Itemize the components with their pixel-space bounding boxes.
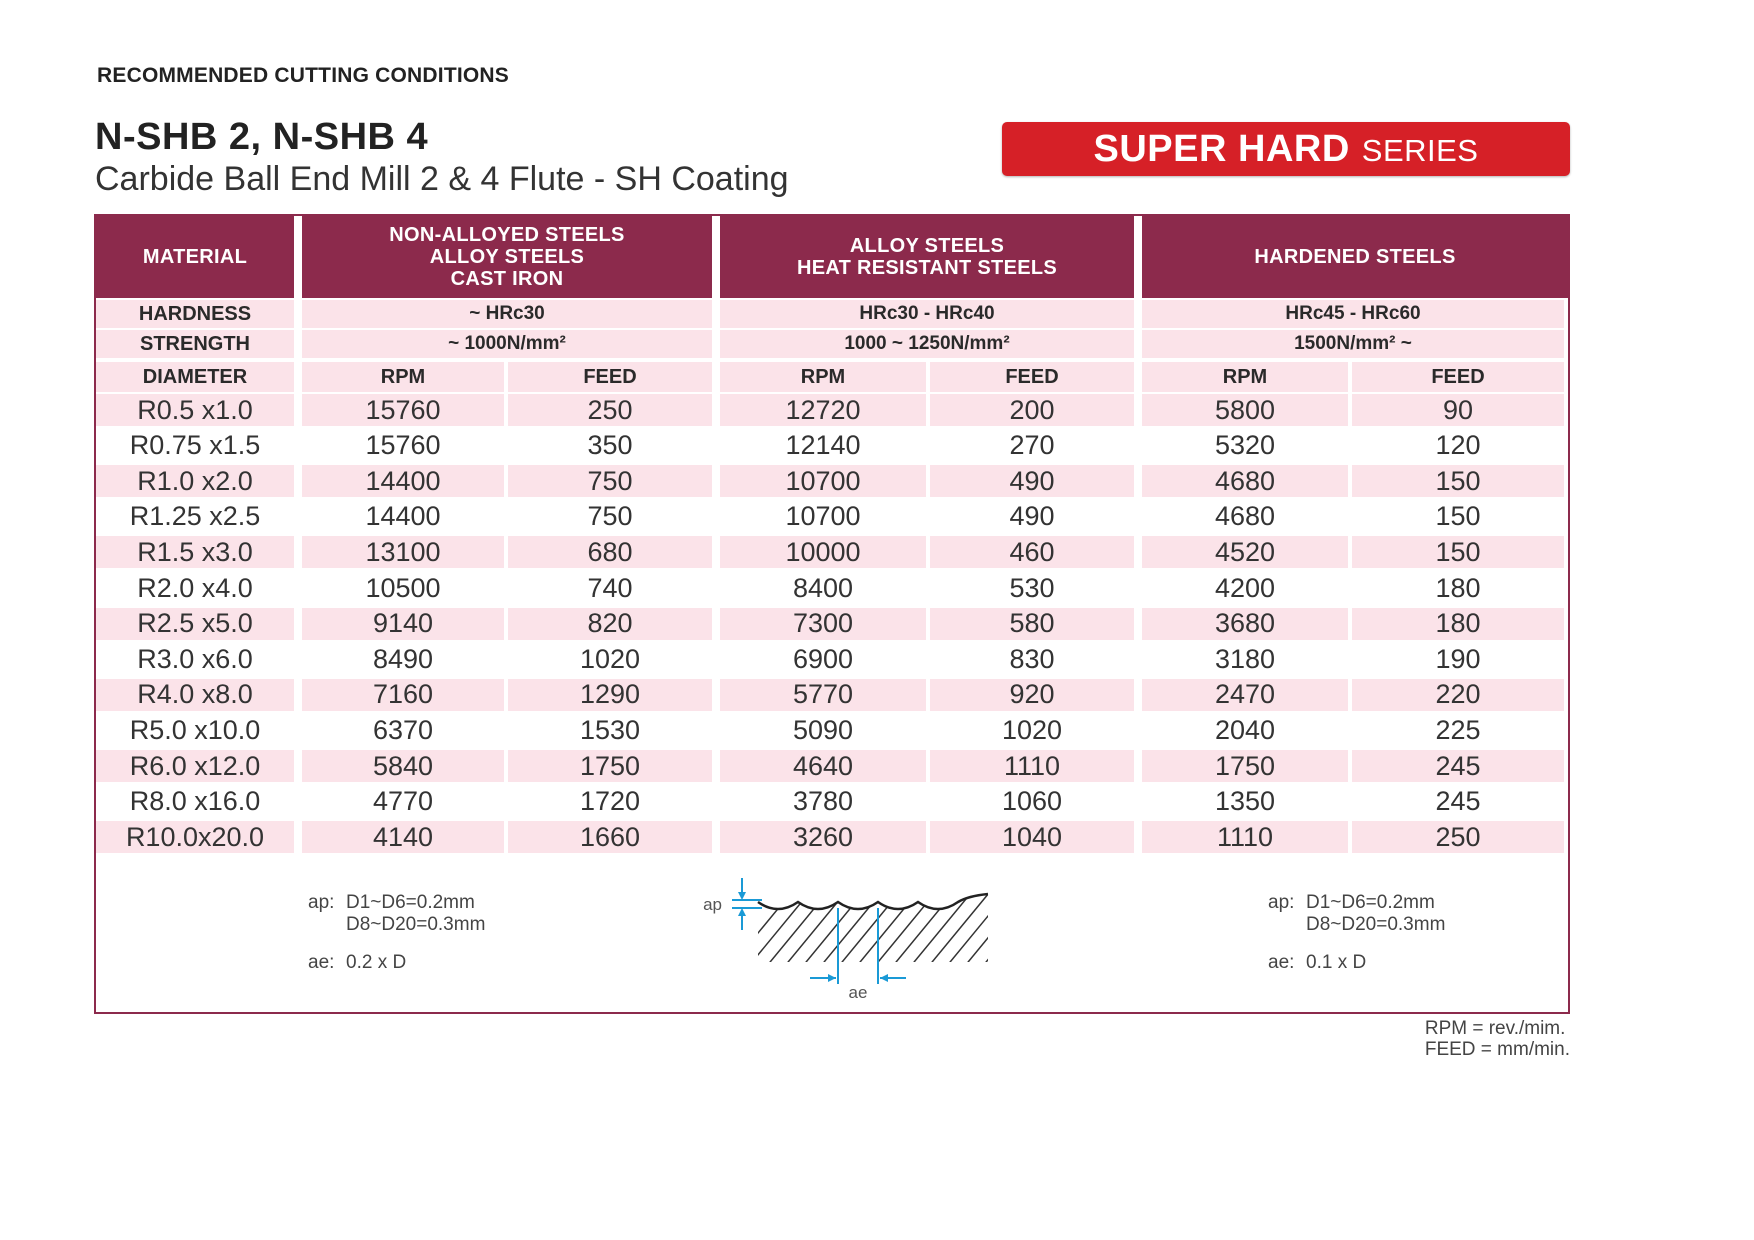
group-1-line-2: ALLOY STEELS bbox=[429, 246, 585, 268]
diameter-cell: R1.5 x3.0 bbox=[96, 536, 294, 568]
group-1-rpm-cell: 6370 bbox=[372, 714, 434, 745]
group-2-rpm-cell: 10000 bbox=[720, 536, 926, 568]
left-ap-line-2: D8~D20=0.3mm bbox=[346, 914, 486, 935]
group-3-feed-cell: 180 bbox=[1352, 608, 1564, 640]
group-1-feed-cell: 1020 bbox=[579, 643, 641, 674]
group-2-feed-cell: 830 bbox=[1009, 643, 1055, 674]
rpm-label-1: RPM bbox=[302, 362, 504, 392]
ap-arrowhead-up bbox=[738, 908, 746, 916]
hardness-label: HARDNESS bbox=[96, 300, 294, 328]
ae-arrowhead-right bbox=[880, 974, 888, 982]
rpm-label-2: RPM bbox=[720, 362, 926, 392]
group-3-rpm-cell: 2040 bbox=[1214, 714, 1276, 745]
group-3-feed-cell: 245 bbox=[1435, 786, 1481, 817]
left-ap-line-1: D1~D6=0.2mm bbox=[346, 892, 475, 913]
group-2-feed-cell: 200 bbox=[930, 394, 1134, 426]
group-3-rpm-cell: 4680 bbox=[1214, 501, 1276, 532]
group-2-strength: 1000 ~ 1250N/mm² bbox=[720, 330, 1134, 358]
product-title: N-SHB 2, N-SHB 4 bbox=[95, 116, 429, 158]
group-3-rpm-cell: 5800 bbox=[1142, 394, 1348, 426]
group-1-feed-cell: 1720 bbox=[579, 786, 641, 817]
diameter-label: DIAMETER bbox=[96, 362, 294, 392]
group-1-rpm-cell: 8490 bbox=[372, 643, 434, 674]
group-2-feed-cell: 270 bbox=[1009, 430, 1055, 461]
group-3-feed-cell: 190 bbox=[1435, 643, 1481, 674]
series-badge bbox=[1002, 122, 1570, 176]
diagram-ap-label: ap bbox=[703, 895, 722, 914]
left-ae-key: ae: bbox=[308, 952, 335, 973]
group-2-rpm-cell: 7300 bbox=[720, 608, 926, 640]
diameter-cell: R0.75 x1.5 bbox=[129, 430, 261, 461]
group-2-feed-cell: 490 bbox=[930, 465, 1134, 497]
group-2-rpm-cell: 12720 bbox=[720, 394, 926, 426]
diameter-cell: R2.5 x5.0 bbox=[96, 608, 294, 640]
group-3-rpm-cell: 4680 bbox=[1142, 465, 1348, 497]
group-1-feed-cell: 740 bbox=[587, 572, 633, 603]
right-ae-key: ae: bbox=[1268, 952, 1295, 973]
cutting-conditions-table bbox=[94, 214, 1570, 1014]
cut-profile bbox=[758, 894, 988, 909]
group-3-feed-cell: 245 bbox=[1352, 750, 1564, 782]
group-1-rpm-cell: 10500 bbox=[365, 572, 441, 603]
product-subtitle: Carbide Ball End Mill 2 & 4 Flute - SH Coating bbox=[95, 160, 789, 198]
diameter-cell: R2.0 x4.0 bbox=[137, 572, 253, 603]
group-1-rpm-cell: 15760 bbox=[302, 394, 504, 426]
group-3-rpm-cell: 4200 bbox=[1214, 572, 1276, 603]
group-3-line-1: HARDENED STEELS bbox=[1254, 246, 1456, 268]
group-1-rpm-cell: 15760 bbox=[365, 430, 441, 461]
group-1-rpm-cell: 4140 bbox=[302, 821, 504, 853]
group-3-strength: 1500N/mm² ~ bbox=[1142, 330, 1564, 358]
group-3-feed-cell: 180 bbox=[1435, 572, 1481, 603]
group-2-feed-cell: 1110 bbox=[930, 750, 1134, 782]
ae-arrowhead-left bbox=[828, 974, 836, 982]
group-2-rpm-cell: 3260 bbox=[720, 821, 926, 853]
series-badge-light: SERIES bbox=[1361, 132, 1479, 168]
group-3-feed-cell: 150 bbox=[1435, 501, 1481, 532]
group-header-3 bbox=[1142, 216, 1568, 298]
workpiece-hatch bbox=[730, 882, 1010, 967]
group-2-line-2: HEAT RESISTANT STEELS bbox=[796, 257, 1058, 279]
group-1-line-3: CAST IRON bbox=[450, 268, 564, 290]
group-2-line-1: ALLOY STEELS bbox=[849, 235, 1005, 257]
group-3-rpm-cell: 2470 bbox=[1142, 679, 1348, 711]
group-1-rpm-cell: 4770 bbox=[372, 786, 434, 817]
right-ap-key: ap: bbox=[1268, 892, 1295, 913]
group-1-feed-cell: 750 bbox=[587, 501, 633, 532]
right-ap-line-2: D8~D20=0.3mm bbox=[1306, 914, 1446, 935]
group-3-feed-cell: 90 bbox=[1352, 394, 1564, 426]
group-2-feed-cell: 460 bbox=[930, 536, 1134, 568]
group-1-rpm-cell: 9140 bbox=[302, 608, 504, 640]
left-ae-value: 0.2 x D bbox=[346, 952, 407, 973]
group-1-feed-cell: 250 bbox=[508, 394, 712, 426]
group-header-1 bbox=[302, 216, 712, 298]
group-3-rpm-cell: 5320 bbox=[1214, 430, 1276, 461]
strength-label: STRENGTH bbox=[96, 330, 294, 358]
group-2-rpm-cell: 4640 bbox=[720, 750, 926, 782]
group-1-strength: ~ 1000N/mm² bbox=[302, 330, 712, 358]
group-3-feed-cell: 250 bbox=[1352, 821, 1564, 853]
feed-label-3: FEED bbox=[1352, 362, 1564, 392]
diameter-cell: R0.5 x1.0 bbox=[96, 394, 294, 426]
left-notes bbox=[308, 892, 485, 974]
group-2-feed-cell: 580 bbox=[930, 608, 1134, 640]
group-3-rpm-cell: 3680 bbox=[1142, 608, 1348, 640]
group-2-hardness: HRc30 - HRc40 bbox=[720, 300, 1134, 328]
diameter-cell: R6.0 x12.0 bbox=[96, 750, 294, 782]
left-ap-key: ap: bbox=[308, 892, 335, 913]
group-3-feed-cell: 220 bbox=[1352, 679, 1564, 711]
group-1-rpm-cell: 13100 bbox=[302, 536, 504, 568]
group-1-feed-cell: 750 bbox=[508, 465, 712, 497]
group-3-hardness: HRc45 - HRc60 bbox=[1142, 300, 1564, 328]
right-ae-value: 0.1 x D bbox=[1306, 952, 1367, 973]
group-2-rpm-cell: 8400 bbox=[792, 572, 854, 603]
diameter-cell: R8.0 x16.0 bbox=[129, 786, 261, 817]
series-badge-bold: SUPER HARD bbox=[1093, 127, 1350, 170]
group-2-rpm-cell: 5090 bbox=[792, 714, 854, 745]
diagram-ae-label: ae bbox=[848, 983, 868, 1002]
feed-label-1: FEED bbox=[508, 362, 712, 392]
group-1-hardness: ~ HRc30 bbox=[302, 300, 712, 328]
cutting-diagram bbox=[670, 872, 1010, 1002]
units-rpm: RPM = rev./mim. bbox=[1424, 1018, 1566, 1039]
group-1-rpm-cell: 5840 bbox=[302, 750, 504, 782]
group-1-feed-cell: 1750 bbox=[508, 750, 712, 782]
group-3-rpm-cell: 1350 bbox=[1214, 786, 1276, 817]
diameter-cell: R3.0 x6.0 bbox=[137, 643, 253, 674]
group-1-feed-cell: 1660 bbox=[508, 821, 712, 853]
group-3-feed-cell: 150 bbox=[1352, 536, 1564, 568]
diameter-cell: R4.0 x8.0 bbox=[96, 679, 294, 711]
units-feed: FEED = mm/min. bbox=[1424, 1039, 1570, 1060]
group-2-rpm-cell: 6900 bbox=[792, 643, 854, 674]
diameter-cell: R10.0x20.0 bbox=[96, 821, 294, 853]
group-2-feed-cell: 530 bbox=[1009, 572, 1055, 603]
group-2-feed-cell: 1060 bbox=[1001, 786, 1063, 817]
group-3-feed-cell: 225 bbox=[1435, 714, 1481, 745]
group-3-feed-cell: 120 bbox=[1435, 430, 1481, 461]
section-label: RECOMMENDED CUTTING CONDITIONS bbox=[97, 64, 509, 87]
group-3-rpm-cell: 1750 bbox=[1142, 750, 1348, 782]
group-3-rpm-cell: 1110 bbox=[1142, 821, 1348, 853]
group-2-rpm-cell: 12140 bbox=[785, 430, 861, 461]
units-legend bbox=[1425, 1018, 1570, 1060]
group-2-rpm-cell: 5770 bbox=[720, 679, 926, 711]
group-1-feed-cell: 680 bbox=[508, 536, 712, 568]
rpm-label-3: RPM bbox=[1142, 362, 1348, 392]
group-1-rpm-cell: 14400 bbox=[365, 501, 441, 532]
ap-arrowhead-down bbox=[738, 892, 746, 900]
diameter-cell: R1.25 x2.5 bbox=[129, 501, 261, 532]
group-1-line-1: NON-ALLOYED STEELS bbox=[389, 224, 625, 246]
group-2-feed-cell: 1040 bbox=[930, 821, 1134, 853]
right-ap-line-1: D1~D6=0.2mm bbox=[1306, 892, 1435, 913]
group-1-feed-cell: 1530 bbox=[579, 714, 641, 745]
group-header-2 bbox=[720, 216, 1134, 298]
diameter-cell: R5.0 x10.0 bbox=[129, 714, 261, 745]
group-2-rpm-cell: 3780 bbox=[792, 786, 854, 817]
material-header: MATERIAL bbox=[96, 216, 294, 298]
group-2-rpm-cell: 10700 bbox=[785, 501, 861, 532]
group-2-feed-cell: 490 bbox=[1009, 501, 1055, 532]
group-2-feed-cell: 920 bbox=[930, 679, 1134, 711]
group-1-feed-cell: 1290 bbox=[508, 679, 712, 711]
right-notes bbox=[1268, 892, 1445, 974]
group-3-rpm-cell: 4520 bbox=[1142, 536, 1348, 568]
group-1-rpm-cell: 7160 bbox=[302, 679, 504, 711]
group-2-rpm-cell: 10700 bbox=[720, 465, 926, 497]
group-1-feed-cell: 820 bbox=[508, 608, 712, 640]
group-2-feed-cell: 1020 bbox=[1001, 714, 1063, 745]
group-3-feed-cell: 150 bbox=[1352, 465, 1564, 497]
group-1-rpm-cell: 14400 bbox=[302, 465, 504, 497]
group-3-rpm-cell: 3180 bbox=[1214, 643, 1276, 674]
feed-label-2: FEED bbox=[930, 362, 1134, 392]
diameter-cell: R1.0 x2.0 bbox=[96, 465, 294, 497]
group-1-feed-cell: 350 bbox=[587, 430, 633, 461]
